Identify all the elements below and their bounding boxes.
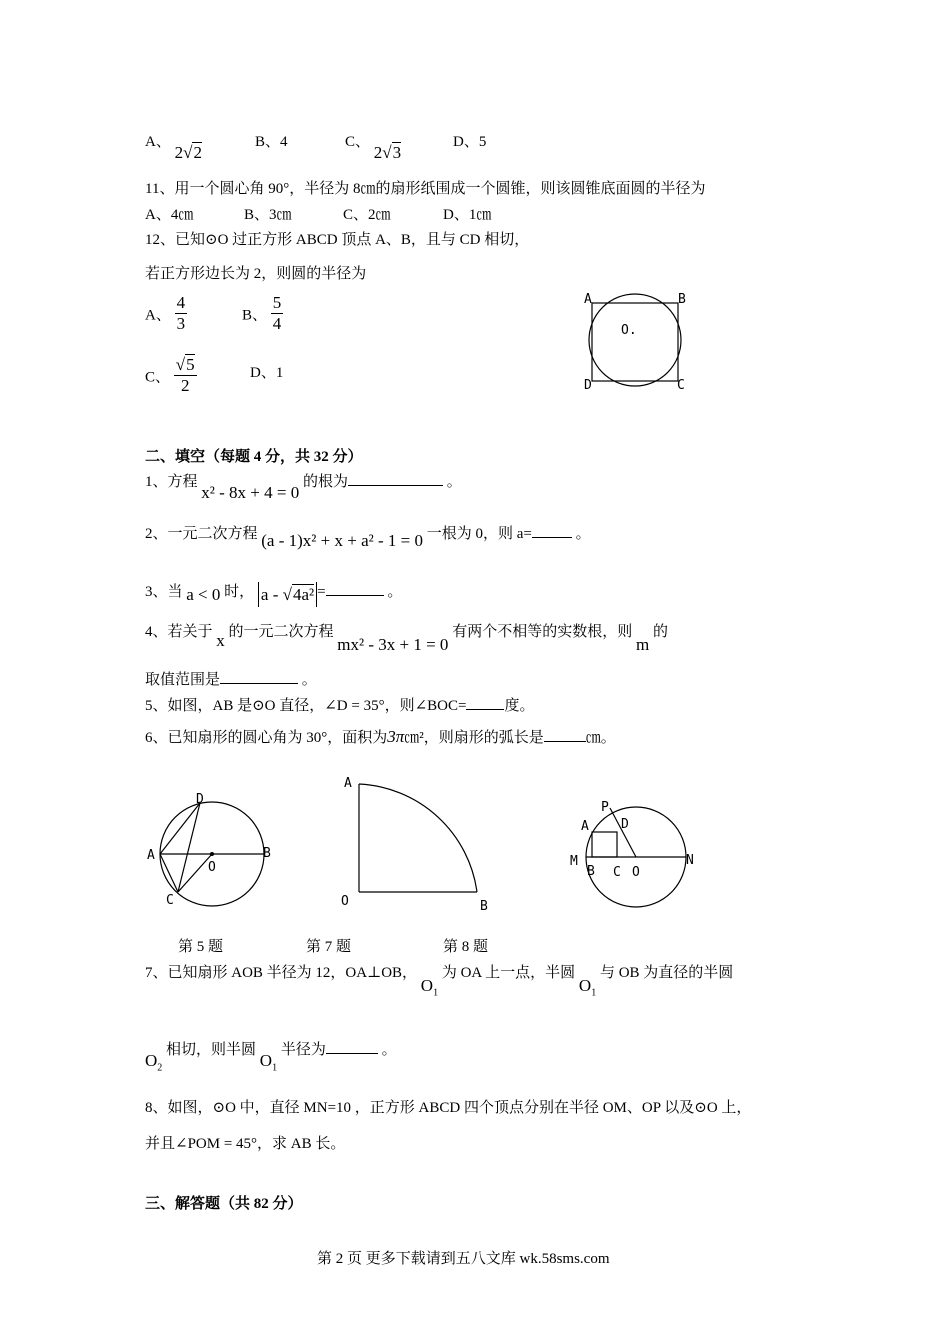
fig8 <box>565 795 705 915</box>
q12-fig-label-d: D <box>584 378 592 393</box>
fig8-label-o: O <box>632 865 640 880</box>
fig5-label-d: D <box>196 792 204 807</box>
q12-option-c: C、 $\frac{√5}{2}$ <box>145 355 195 396</box>
q11-option-d: D、1㎝ <box>443 207 492 223</box>
f4-answer-blank[interactable] <box>220 683 298 684</box>
q12-line1: 12、已知⊙O 过正方形 ABCD 顶点 A、B，且与 CD 相切， <box>145 232 530 248</box>
f3-line: 3、当 a < 0 时， a - √4a² = 。 <box>145 580 402 601</box>
fig8-label-c: C <box>613 865 621 880</box>
section2-title: 二、填空（每题 4 分，共 32 分） <box>145 449 363 465</box>
q12-figure <box>578 285 698 395</box>
q10-option-c: C、 2√3 <box>345 134 402 162</box>
f4-line2: 取值范围是 。 <box>145 672 317 688</box>
f5-line: 5、如图，AB 是⊙O 直径，∠D = 35°，则∠BOC= 度。 <box>145 698 535 714</box>
fig5-label-b: B <box>263 846 271 861</box>
q12-fig-label-a: A <box>584 292 592 307</box>
fig7-caption: 第 7 题 <box>306 939 352 955</box>
f1-line: 1、方程 x² - 8x + 4 = 0 的根为 。 <box>145 474 462 502</box>
f6-line: 6、已知扇形的圆心角为 30°，面积为3π㎝²，则扇形的弧长是 ㎝。 <box>145 727 616 746</box>
fig5-caption: 第 5 题 <box>178 939 224 955</box>
fig7 <box>335 770 495 915</box>
fig7-label-a: A <box>344 776 352 791</box>
f7-line2: $O_2$ 相切，则半圆 $O_1$ 半径为 。 <box>145 1042 397 1074</box>
f6-answer-blank[interactable] <box>544 741 586 742</box>
q12-fig-label-o: O. <box>621 323 637 338</box>
f7-line: 7、已知扇形 AOB 半径为 12，OA⊥OB， $O_1$ 为 OA 上一点，半圆 $O_1$ 与 OB 为直径的半圆 <box>145 965 734 999</box>
q11-text: 11、用一个圆心角 90°，半径为 8㎝的扇形纸围成一个圆锥，则该圆锥底面圆的半径为 <box>145 181 706 197</box>
q10-option-d: D、5 <box>453 134 487 150</box>
q10-option-b: B、4 <box>255 134 288 150</box>
f8-line2: 并且∠POM = 45°，求 AB 长。 <box>145 1136 346 1152</box>
section3-title: 三、解答题（共 82 分） <box>145 1196 303 1212</box>
fig8-label-d: D <box>621 817 629 832</box>
fig7-label-b: B <box>480 899 488 914</box>
f8-line1: 8、如图，⊙O 中，直径 MN=10 ，正方形 ABCD 四个顶点分别在半径 OM、OP 以及⊙O 上， <box>145 1100 752 1116</box>
q12-option-a: A、 $\frac{4}{3}$ <box>145 293 186 334</box>
fig8-label-b: B <box>587 864 595 879</box>
q10-option-a: A、 2√2 <box>145 134 202 162</box>
q11-option-c: C、2㎝ <box>343 207 391 223</box>
f2-answer-blank[interactable] <box>532 537 572 538</box>
fig5 <box>140 785 280 910</box>
fig8-caption: 第 8 题 <box>443 939 489 955</box>
q12-fig-label-b: B <box>678 292 686 307</box>
q12-fig-label-c: C <box>677 378 685 393</box>
fig8-label-n: N <box>686 853 694 868</box>
q12-option-b: B、 $\frac{5}{4}$ <box>242 293 282 334</box>
f2-line: 2、一元二次方程 (a - 1)x² + x + a² - 1 = 0 一根为 0，则 a= 。 <box>145 526 591 550</box>
fig8-label-p: P <box>601 800 609 815</box>
fig8-label-a: A <box>581 819 589 834</box>
q11-option-a: A、4㎝ <box>145 207 194 223</box>
q12-option-d: D、1 <box>250 365 284 381</box>
q11-option-b: B、3㎝ <box>244 207 292 223</box>
fig8-label-m: M <box>570 854 578 869</box>
fig5-label-a: A <box>147 848 155 863</box>
f4-line: 4、若关于 x 的一元二次方程 mx² - 3x + 1 = 0 有两个不相等的实数根，则 m 的 <box>145 624 668 654</box>
fig5-label-o: O <box>208 860 216 875</box>
page-footer: 第 2 页 更多下载请到五八文库 wk.58sms.com <box>317 1251 610 1267</box>
fig5-label-c: C <box>166 893 174 908</box>
f1-answer-blank[interactable] <box>348 485 443 486</box>
f5-answer-blank[interactable] <box>466 709 504 710</box>
fig7-label-o: O <box>341 894 349 909</box>
f7-answer-blank[interactable] <box>326 1053 378 1054</box>
q12-line2: 若正方形边长为 2，则圆的半径为 <box>145 266 367 282</box>
f3-answer-blank[interactable] <box>326 595 384 596</box>
